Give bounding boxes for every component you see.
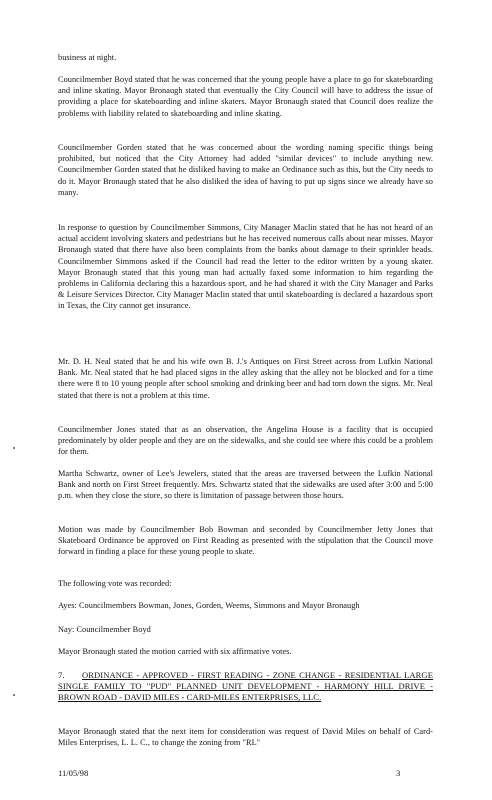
paragraph-vote-recorded: The following vote was recorded:: [58, 579, 172, 588]
paragraph-schwartz-statement: Martha Schwartz, owner of Lee's Jewelers, stated that the areas are traversed between the Lufkin National Bank and north on First Street frequently. Mrs. Schwartz stated that the sidewalks are used after 3:00 and 5:00 p.m. when they close the store, so there is limitation of passage between those hours.: [58, 469, 433, 501]
paragraph-motion: Motion was made by Councilmember Bob Bowman and seconded by Councilmember Jetty Jones that Skateboard Ordinance be approved on First Reading as presented with the stipulation that the Council move forward in finding a place for these young people to skate.: [58, 525, 433, 557]
paragraph-gorden-wording: Councilmember Gorden stated that he was concerned about the wording naming specific things being prohibited, but noticed that the City Attorney had added "similar devices" to include anything new. Councilmember Gorden stated that he disliked having to make an Ordinance such as this, but the City needs to do it. Mayor Bronaugh stated that he also disliked the idea of having to put up signs since we already have so many.: [58, 143, 433, 197]
footer-date: 11/05/98: [58, 768, 89, 778]
paragraph-miles-request: Mayor Bronaugh stated that the next item for consideration was request of David Miles on behalf of Card-Miles Enterprises, L. L. C., to change the zoning from "RL": [58, 727, 433, 748]
agenda-item-heading: [58, 670, 433, 704]
paragraph-neal-statement: Mr. D. H. Neal stated that he and his wife own B. J.'s Antiques on First Street across from Lufkin National Bank. Mr. Neal stated that he had placed signs in the alley asking that the alley not be blocked and for a time there were 8 to 10 young people after school smoking and drinking beer and had torn down the signs. Mr. Neal stated that there is not a problem at this time.: [58, 357, 433, 400]
scan-speck: [13, 447, 15, 449]
paragraph-boyd-concern: Councilmember Boyd stated that he was concerned that the young people have a place to go for skateboarding and inline skating. Mayor Bronaugh stated that eventually the City Council will have to address the issue of providing a place for skateboarding and inline skaters. Mayor Bronaugh stated that Council does realize the problems with liability related to skateboarding and inline skating.: [58, 75, 433, 118]
paragraph-jones-observation: Councilmember Jones stated that as an observation, the Angelina House is a facility that is occupied predominately by older people and they are on the sidewalks, and she could see where this could be a problem for them.: [58, 425, 433, 457]
agenda-item-title: ORDINANCE - APPROVED - FIRST READING - ZONE CHANGE - RESIDENTIAL LARGE SINGLE FAMILY TO "PUD" PLANNED UNIT DEVELOPMENT - HARMONY HILL DRIVE - BROWN ROAD - DAVID MILES - CARD-MILES ENTERPRISES, LLC.: [58, 670, 433, 703]
agenda-item-number: 7.: [58, 670, 65, 680]
footer-page-number: 3: [396, 768, 401, 778]
paragraph-motion-carried: Mayor Bronaugh stated the motion carried with six affirmative votes.: [58, 647, 292, 656]
vote-nay: Nay: Councilmember Boyd: [58, 625, 151, 634]
paragraph-business-at-night: business at night.: [58, 53, 117, 62]
paragraph-simmons-question: In response to question by Councilmember Simmons, City Manager Maclin stated that he has not heard of an actual accident involving skaters and pedestrians but he has received numerous calls about near misses. Mayor Bronaugh stated that there have also been complaints from the banks about damage to their sprinkler heads. Councilmember Simmons asked if the Council had read the letter to the editor written by a young skater. Mayor Bronaugh stated that this young man had actually faxed some information to him regarding the problems in California declaring this a hazardous sport, and he had shared it with the City Manager and Parks & Leisure Services Director. City Manager Maclin stated that until skateboarding is declared a hazardous sport in Texas, the City cannot get insurance.: [58, 223, 433, 311]
vote-ayes: Ayes: Councilmembers Bowman, Jones, Gorden, Weems, Simmons and Mayor Bronaugh: [58, 601, 360, 610]
scan-speck: [13, 694, 15, 696]
